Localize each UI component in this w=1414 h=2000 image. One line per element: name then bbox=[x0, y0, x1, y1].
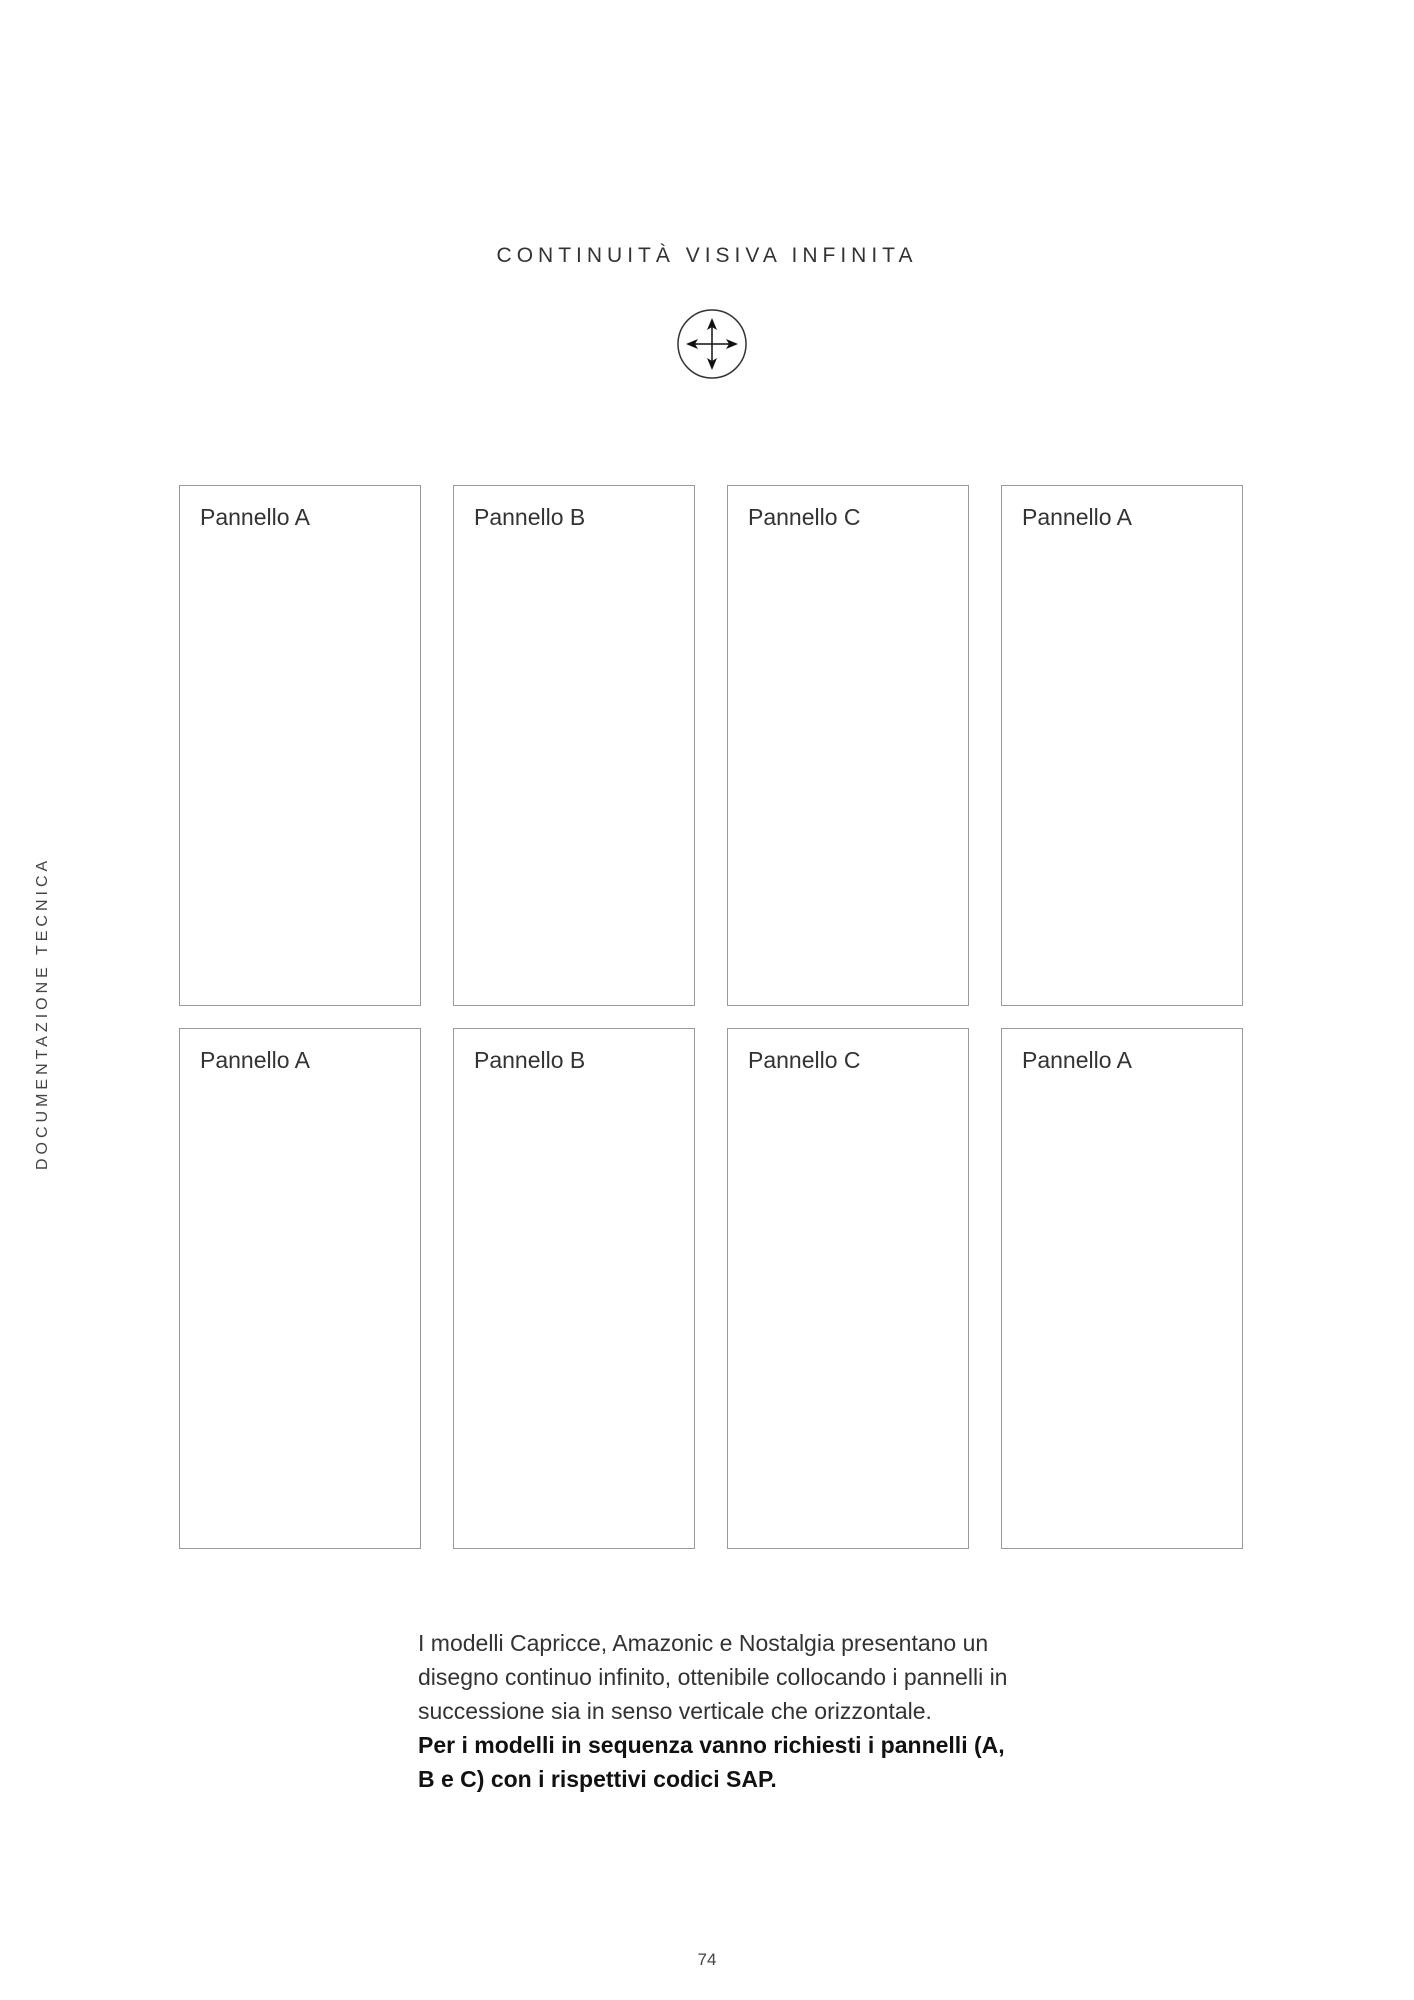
page-title: CONTINUITÀ VISIVA INFINITA bbox=[496, 244, 918, 267]
panel-label: Pannello A bbox=[200, 504, 310, 530]
panel-label: Pannello A bbox=[1022, 504, 1132, 530]
panel-box bbox=[179, 1028, 421, 1549]
description-paragraph bbox=[418, 1626, 1018, 1796]
panel-box bbox=[453, 1028, 695, 1549]
panel-box bbox=[179, 485, 421, 1006]
panel-box bbox=[727, 485, 969, 1006]
panel-box bbox=[727, 1028, 969, 1549]
four-direction-arrows-icon bbox=[676, 308, 748, 380]
description-text: I modelli Capricce, Amazonic e Nostalgia presentano un disegno continuo infinito, ottenibile collocando i pannelli in successione sia in senso verticale che orizzontale. bbox=[418, 1630, 1008, 1724]
panel-label: Pannello B bbox=[474, 504, 586, 530]
panel-label: Pannello B bbox=[474, 1047, 586, 1073]
panel-label: Pannello A bbox=[200, 1047, 310, 1073]
panel-label: Pannello A bbox=[1022, 1047, 1132, 1073]
side-section-label: DOCUMENTAZIONE TECNICA bbox=[34, 856, 51, 1170]
panel-grid bbox=[179, 485, 1245, 1549]
panel-label: Pannello C bbox=[748, 504, 861, 530]
description-bold-text: Per i modelli in sequenza vanno richiesti i pannelli (A, B e C) con i rispettivi codici SAP. bbox=[418, 1732, 1005, 1792]
panel-box bbox=[453, 485, 695, 1006]
panel-box bbox=[1001, 485, 1243, 1006]
page-number: 74 bbox=[697, 1950, 717, 1969]
panel-box bbox=[1001, 1028, 1243, 1549]
panel-label: Pannello C bbox=[748, 1047, 861, 1073]
